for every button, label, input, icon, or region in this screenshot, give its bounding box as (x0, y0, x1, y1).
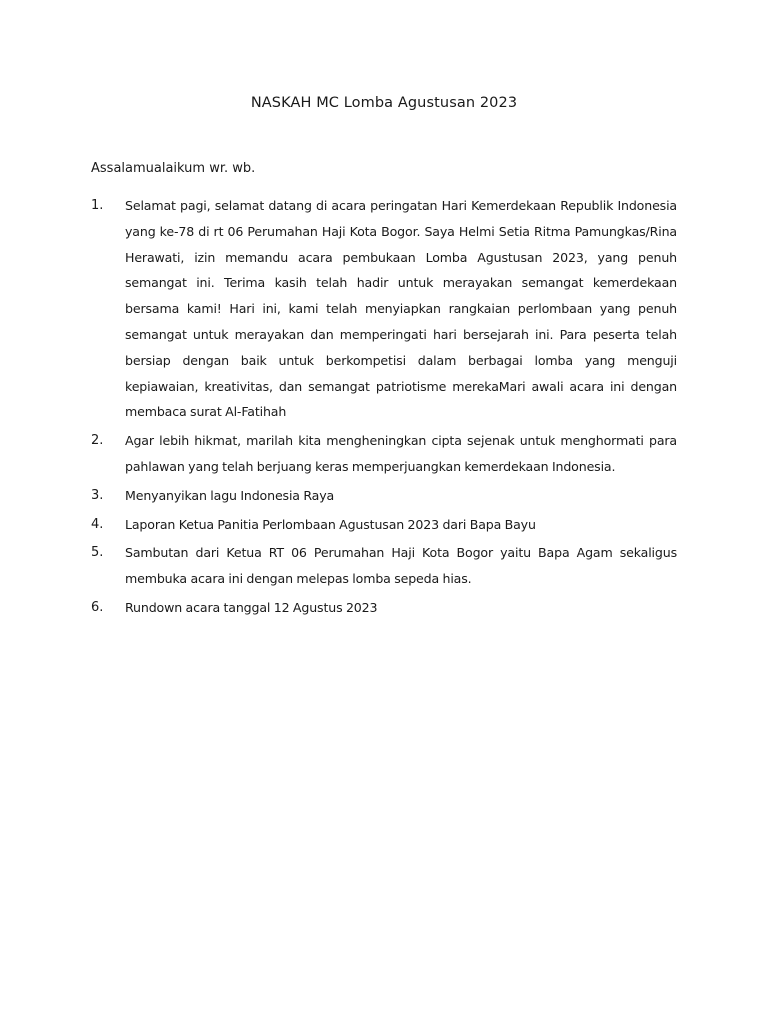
list-item (91, 595, 677, 621)
list-item (91, 428, 677, 480)
list-item-number: 3. (91, 487, 104, 503)
list-item (91, 540, 677, 592)
numbered-list (91, 193, 677, 624)
greeting-text: Assalamualaikum wr. wb. (91, 161, 256, 176)
list-item (91, 483, 677, 509)
list-item-text: Menyanyikan lagu Indonesia Raya (125, 487, 335, 503)
list-item (91, 193, 677, 425)
list-item-text: Sambutan dari Ketua RT 06 Perumahan Haji Kota Bogor yaitu Bapa Agam sekaligus membuka acara ini dengan melepas lomba sepeda hias. (125, 545, 677, 587)
list-item-number: 2. (91, 433, 104, 449)
list-item-text: Agar lebih hikmat, marilah kita mengheningkan cipta sejenak untuk menghormati para pahlawan yang telah berjuang keras memperjuangkan kemerdekaan Indonesia. (125, 433, 677, 474)
list-item-text: Selamat pagi, selamat datang di acara peringatan Hari Kemerdekaan Republik Indonesia yang ke-78 di rt 06 Perumahan Haji Kota Bogor. Saya Helmi Setia Ritma Pamungkas/Rina Herawati, izin memandu acara pembukaan Lomba Agustusan 2023, yang penuh semangat ini. Terima kasih telah hadir untuk merayakan semangat kemerdekaan bersama kami! Hari ini, kami telah menyiapkan rangkaian perlombaan yang penuh semangat untuk merayakan dan memperingati hari bersejarah ini. Para peserta telah bersiap dengan baik untuk berkompetisi dalam berbagai lomba yang menguji kepiawaian, kreativitas, dan semangat patriotisme merekaMari awali acara ini dengan membaca surat Al-Fatihah (125, 198, 677, 420)
list-item-number: 5. (91, 545, 104, 561)
list-item-number: 1. (91, 198, 104, 213)
list-item-text: Laporan Ketua Panitia Perlombaan Agustusan 2023 dari Bapa Bayu (125, 516, 536, 532)
list-item (91, 512, 677, 538)
list-item-number: 4. (91, 516, 104, 532)
list-item-text: Rundown acara tanggal 12 Agustus 2023 (125, 599, 378, 615)
list-item-number: 6. (91, 599, 104, 615)
document-title: NASKAH MC Lomba Agustusan 2023 (250, 95, 518, 111)
